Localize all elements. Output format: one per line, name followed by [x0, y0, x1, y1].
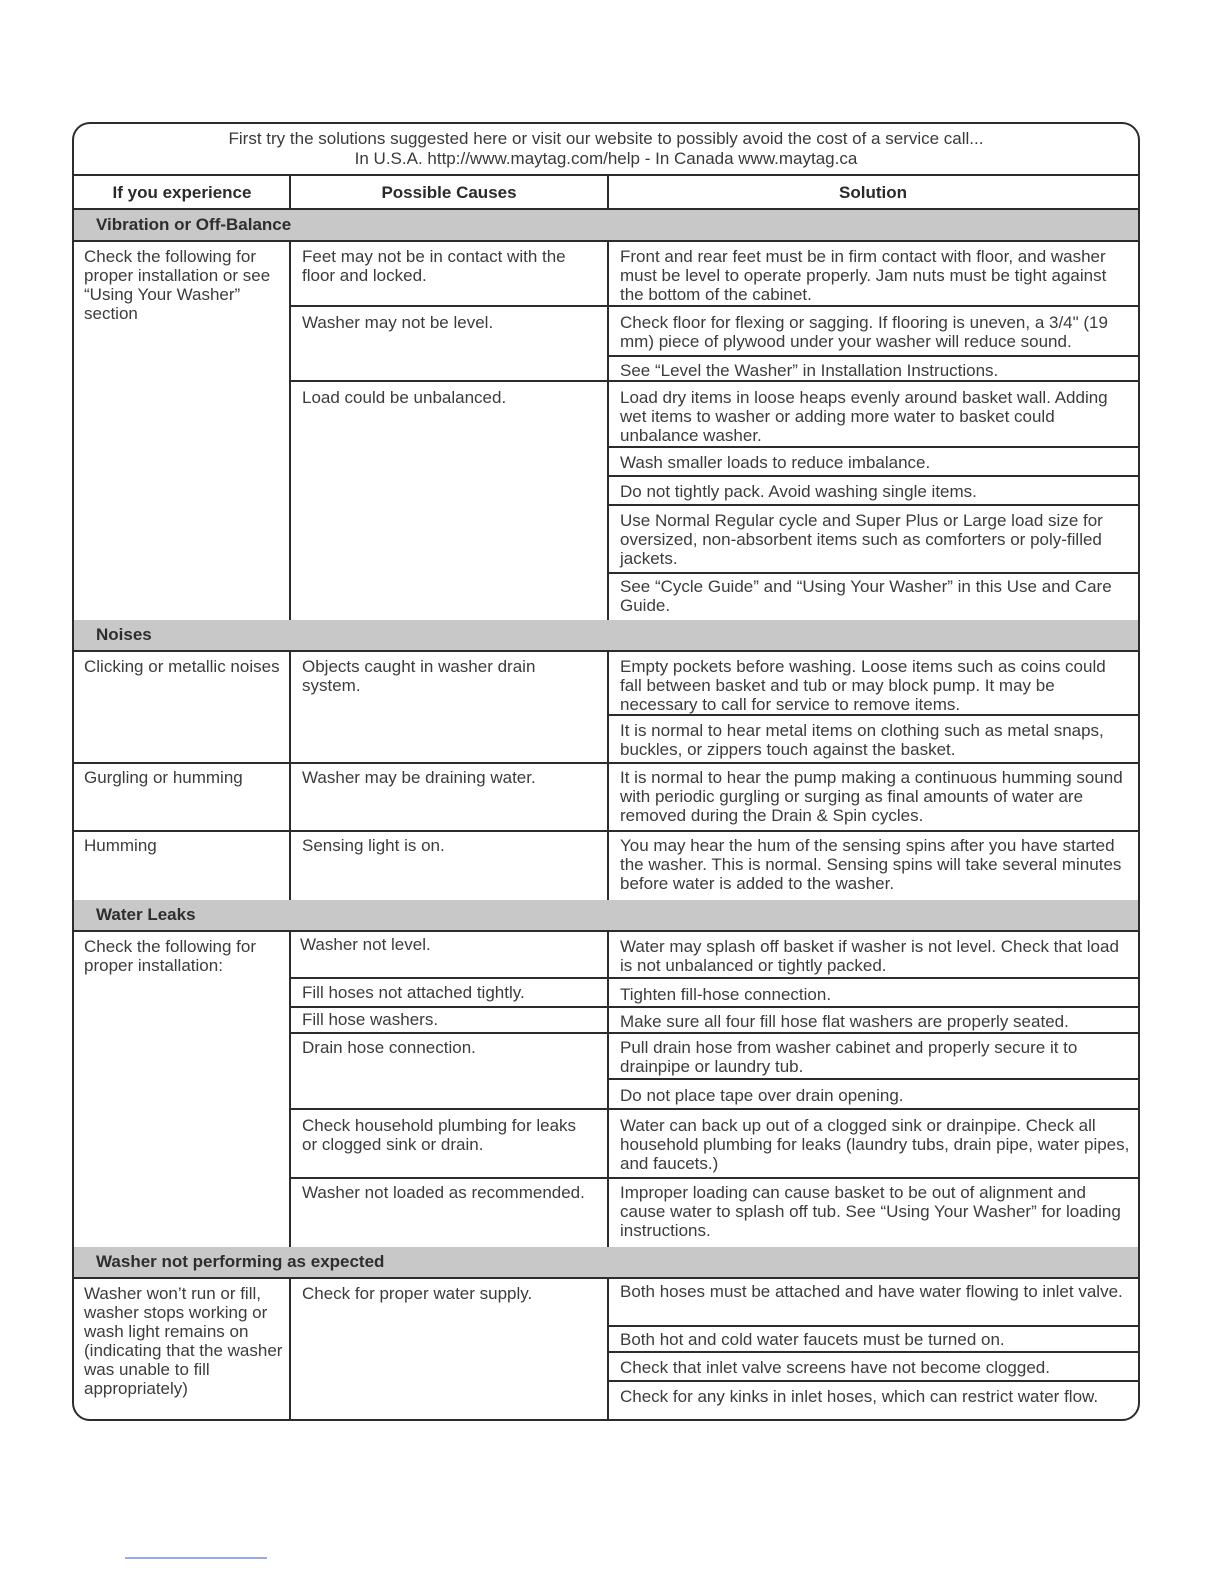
row-rule	[608, 1351, 1138, 1353]
row-rule	[290, 1032, 1138, 1034]
solution-15: Make sure all four fill hose flat washers are properly seated.	[620, 1012, 1069, 1031]
solution-18: Water can back up out of a clogged sink or drainpipe. Check all household plumbing for leaks (laundry tubs, drain pipe, water pipes, and faucets.)	[620, 1116, 1130, 1173]
cause-objects: Objects caught in washer drain system.	[302, 657, 536, 695]
solution-14: Tighten fill-hose connection.	[620, 985, 832, 1004]
cause-sensing: Sensing light is on.	[302, 836, 445, 855]
cause-draining: Washer may be draining water.	[302, 768, 536, 787]
row-rule	[608, 305, 1138, 307]
row-rule	[608, 714, 1138, 716]
row-rule	[290, 380, 608, 382]
cause-drainhose: Drain hose connection.	[302, 1038, 476, 1057]
solution-2: Check floor for flexing or sagging. If flooring is uneven, a 3/4" (19 mm) piece of plywood under your washer will reduce sound.	[620, 313, 1108, 351]
col-rule	[289, 176, 291, 210]
row-rule	[608, 1380, 1138, 1382]
experience-vibration: Check the following for proper installation or see “Using Your Washer” section	[84, 247, 271, 323]
cause-feet: Feet may not be in contact with the floor and locked.	[302, 247, 566, 285]
row-rule	[608, 1325, 1138, 1327]
col-rule	[289, 652, 291, 900]
row-rule	[608, 1078, 1138, 1080]
section-performance: Washer not performing as expected	[74, 1247, 1138, 1279]
col-rule	[607, 932, 609, 1247]
row-rule	[290, 1108, 1138, 1110]
cause-watersupply: Check for proper water supply.	[302, 1284, 533, 1303]
row-rule	[608, 504, 1138, 506]
experience-leaks: Check the following for proper installation:	[84, 937, 256, 975]
solution-7: Use Normal Regular cycle and Super Plus or Large load size for oversized, non-absorbent items such as comforters or poly-filled jackets.	[620, 511, 1103, 568]
solution-6: Do not tightly pack. Avoid washing single items.	[620, 482, 977, 501]
col-rule	[289, 932, 291, 1247]
troubleshooting-table	[72, 122, 1140, 1421]
experience-wontrun: Washer won’t run or fill, washer stops working or wash light remains on (indicating that the washer was unable to fill appropriately)	[84, 1284, 283, 1398]
col-rule	[289, 242, 291, 620]
solution-10: It is normal to hear metal items on clothing such as metal snaps, buckles, or zippers touch against the basket.	[620, 721, 1104, 759]
cause-unbalanced: Load could be unbalanced.	[302, 388, 507, 407]
cause-notloaded: Washer not loaded as recommended.	[302, 1183, 585, 1202]
solution-3: See “Level the Washer” in Installation Instructions.	[620, 361, 999, 380]
solution-19: Improper loading can cause basket to be out of alignment and cause water to splash off tub. See “Using Your Washer” for loading instructions.	[620, 1183, 1121, 1240]
col-rule	[607, 242, 609, 620]
header-causes: Possible Causes	[290, 176, 608, 210]
solution-16: Pull drain hose from washer cabinet and properly secure it to drainpipe or laundry tub.	[620, 1038, 1078, 1076]
solution-23: Check for any kinks in inlet hoses, which can restrict water flow.	[620, 1387, 1099, 1406]
solution-12: You may hear the hum of the sensing spins after you have started the washer. This is normal. Sensing spins will take several minutes before water is added to the washer.	[620, 836, 1122, 893]
row-rule	[608, 572, 1138, 574]
solution-1: Front and rear feet must be in firm contact with floor, and washer must be level to operate properly. Jam nuts must be tight against the bottom of the cabinet.	[620, 247, 1107, 304]
cause-fillwashers: Fill hose washers.	[302, 1010, 439, 1029]
row-rule	[608, 475, 1138, 477]
solution-8: See “Cycle Guide” and “Using Your Washer” in this Use and Care Guide.	[620, 577, 1112, 615]
solution-22: Check that inlet valve screens have not become clogged.	[620, 1358, 1050, 1377]
intro-box	[74, 124, 1138, 176]
row-rule	[74, 830, 1138, 832]
section-leaks: Water Leaks	[74, 900, 1138, 932]
row-rule	[290, 1006, 1138, 1008]
solution-11: It is normal to hear the pump making a continuous humming sound with periodic gurgling or surging as final amounts of water are removed during the Drain & Spin cycles.	[620, 768, 1123, 825]
footer-rule	[125, 1557, 267, 1559]
col-rule	[289, 1279, 291, 1421]
col-rule	[607, 1279, 609, 1421]
cause-plumbing: Check household plumbing for leaks or clogged sink or drain.	[302, 1116, 577, 1154]
col-rule	[607, 652, 609, 900]
experience-humming: Humming	[84, 836, 157, 855]
row-rule	[290, 305, 608, 307]
row-rule	[290, 1177, 1138, 1179]
solution-13: Water may splash off basket if washer is not level. Check that load is not unbalanced or tightly packed.	[620, 937, 1119, 975]
section-vibration: Vibration or Off-Balance	[74, 210, 1138, 242]
section-noises: Noises	[74, 620, 1138, 652]
solution-21: Both hot and cold water faucets must be turned on.	[620, 1330, 1005, 1349]
solution-17: Do not place tape over drain opening.	[620, 1086, 904, 1105]
header-experience: If you experience	[74, 176, 290, 210]
row-rule	[608, 355, 1138, 357]
header-solution: Solution	[608, 176, 1138, 210]
col-rule	[607, 176, 609, 210]
cause-level: Washer may not be level.	[302, 313, 494, 332]
row-rule	[290, 977, 1138, 979]
cause-fillhoses: Fill hoses not attached tightly.	[302, 983, 525, 1002]
intro-line-1: First try the solutions suggested here or visit our website to possibly avoid the cost of a service call...	[228, 129, 984, 148]
row-rule	[608, 446, 1138, 448]
row-rule	[74, 762, 1138, 764]
experience-gurgling: Gurgling or humming	[84, 768, 243, 787]
solution-20: Both hoses must be attached and have water flowing to inlet valve.	[620, 1282, 1123, 1301]
solution-4: Load dry items in loose heaps evenly around basket wall. Adding wet items to washer or adding more water to basket could unbalance washer.	[620, 388, 1108, 445]
row-rule	[608, 380, 1138, 382]
intro-line-2: In U.S.A. http://www.maytag.com/help - In Canada www.maytag.ca	[354, 149, 858, 168]
solution-9: Empty pockets before washing. Loose items such as coins could fall between basket and tub or may block pump. It may be necessary to call for service to remove items.	[620, 657, 1106, 714]
solution-5: Wash smaller loads to reduce imbalance.	[620, 453, 931, 472]
cause-notlevel: Washer not level.	[300, 935, 431, 954]
experience-clicking: Clicking or metallic noises	[84, 657, 280, 676]
